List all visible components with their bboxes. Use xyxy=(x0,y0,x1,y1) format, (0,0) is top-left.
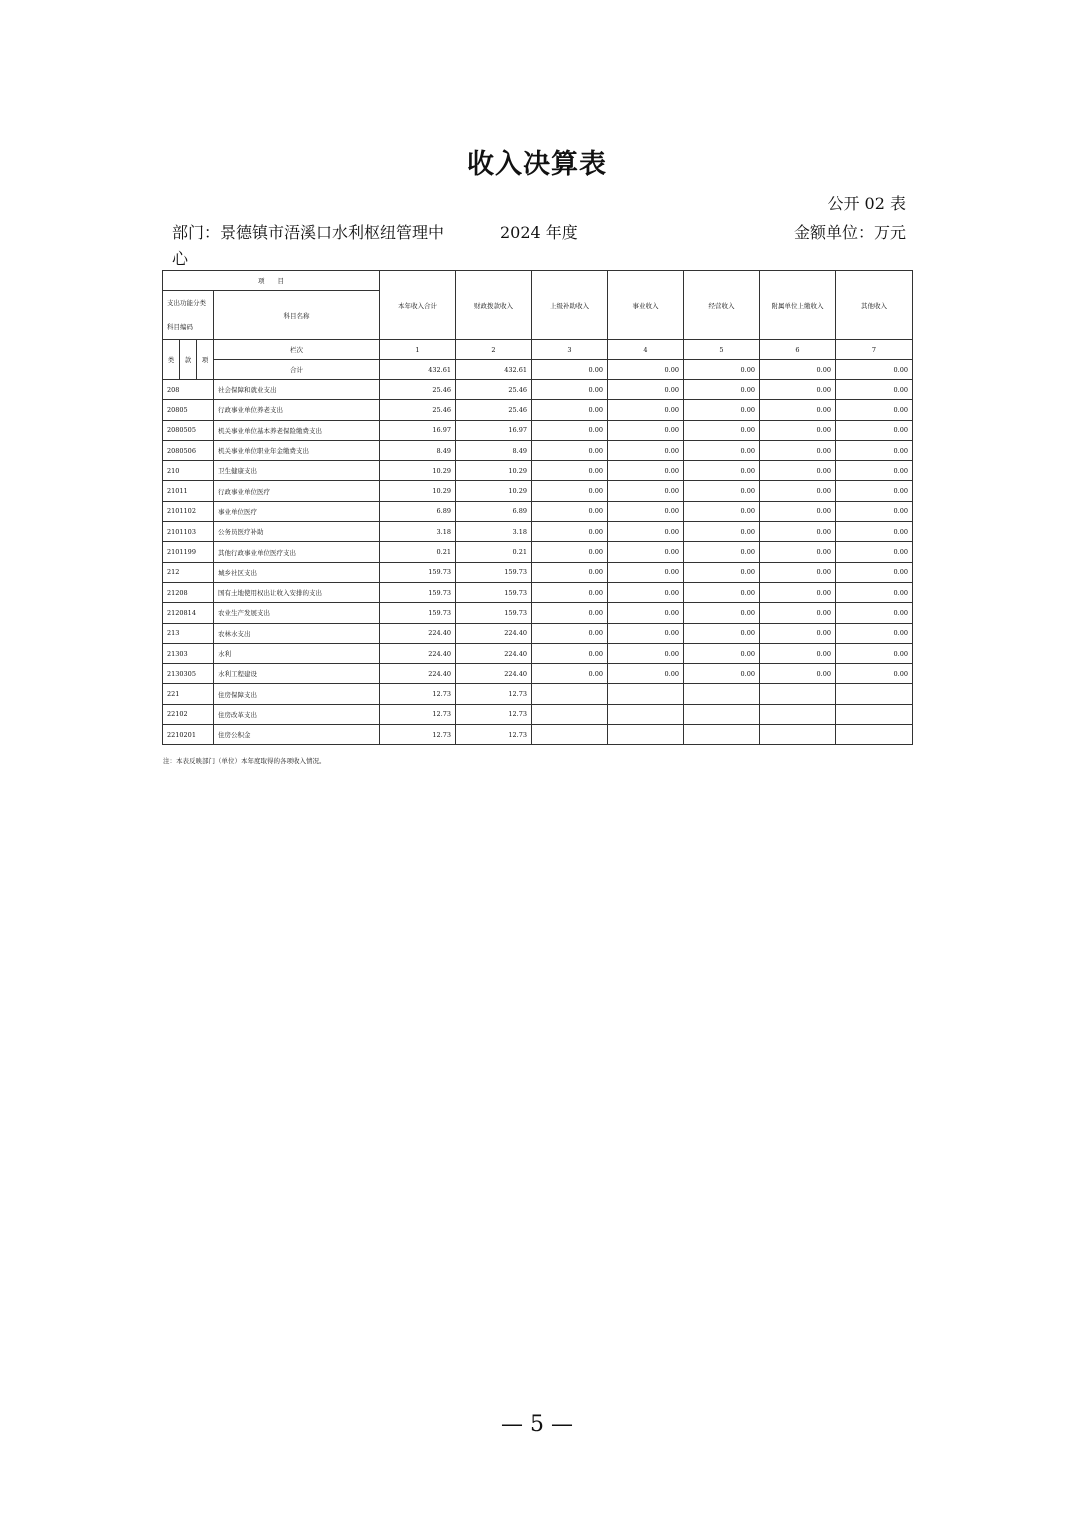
row-code: 21011 xyxy=(163,481,214,501)
row-value: 224.40 xyxy=(456,664,532,684)
row-value: 0.00 xyxy=(760,542,836,562)
row-value: 0.00 xyxy=(532,440,608,460)
row-value: 0.00 xyxy=(760,440,836,460)
row-subject-name: 水利工程建设 xyxy=(214,664,380,684)
page-title: 收入决算表 xyxy=(467,149,607,180)
row-value: 0.00 xyxy=(760,380,836,400)
row-value: 159.73 xyxy=(380,582,456,602)
row-value: 0.00 xyxy=(608,440,684,460)
row-value: 0.21 xyxy=(456,542,532,562)
row-value: 25.46 xyxy=(380,380,456,400)
table-note: 注：本表反映部门（单位）本年度取得的各项收入情况。 xyxy=(163,757,326,765)
col-number: 5 xyxy=(684,340,760,360)
row-value: 0.00 xyxy=(684,440,760,460)
row-code: 212 xyxy=(163,562,214,582)
row-value: 0.00 xyxy=(760,461,836,481)
row-value: 0.00 xyxy=(608,481,684,501)
row-value: 0.00 xyxy=(532,501,608,521)
table-row xyxy=(163,400,913,420)
row-value: 0.00 xyxy=(684,603,760,623)
row-code: 2101199 xyxy=(163,542,214,562)
year-label: 2024 年度 xyxy=(500,223,578,242)
row-value: 0.00 xyxy=(836,522,913,542)
row-value: 0.00 xyxy=(760,501,836,521)
table-row xyxy=(163,380,913,400)
row-value: 0.00 xyxy=(532,582,608,602)
table-row xyxy=(163,623,913,643)
row-value: 0.00 xyxy=(684,420,760,440)
table-row xyxy=(163,684,913,704)
row-value xyxy=(684,725,760,745)
row-value: 0.00 xyxy=(684,522,760,542)
row-subject-name: 卫生健康支出 xyxy=(214,461,380,481)
row-value: 0.00 xyxy=(608,420,684,440)
table-row xyxy=(163,461,913,481)
row-code: 2130305 xyxy=(163,664,214,684)
row-subject-name: 水利 xyxy=(214,643,380,663)
row-value: 0.00 xyxy=(836,542,913,562)
row-subject-name: 农业生产发展支出 xyxy=(214,603,380,623)
row-subject-name: 事业单位医疗 xyxy=(214,501,380,521)
row-value: 159.73 xyxy=(380,562,456,582)
row-value: 0.00 xyxy=(532,400,608,420)
row-value: 224.40 xyxy=(380,643,456,663)
row-value: 0.00 xyxy=(760,522,836,542)
row-value: 0.00 xyxy=(836,380,913,400)
row-value: 0.00 xyxy=(760,623,836,643)
total-label: 合计 xyxy=(214,360,380,380)
row-value: 10.29 xyxy=(456,481,532,501)
total-cell: 0.00 xyxy=(684,360,760,380)
row-subject-name: 社会保障和就业支出 xyxy=(214,380,380,400)
row-value xyxy=(532,704,608,724)
row-value: 159.73 xyxy=(456,603,532,623)
row-value: 0.00 xyxy=(608,603,684,623)
row-value: 0.00 xyxy=(608,380,684,400)
row-value: 0.00 xyxy=(608,643,684,663)
row-value: 0.00 xyxy=(532,420,608,440)
row-value: 25.46 xyxy=(380,400,456,420)
row-subject-name: 城乡社区支出 xyxy=(214,562,380,582)
total-cell: 432.61 xyxy=(456,360,532,380)
row-value: 0.00 xyxy=(836,623,913,643)
row-value: 224.40 xyxy=(380,623,456,643)
column-header: 事业收入 xyxy=(608,271,684,340)
row-value: 0.21 xyxy=(380,542,456,562)
row-subject-name: 行政事业单位医疗 xyxy=(214,481,380,501)
row-value: 0.00 xyxy=(684,501,760,521)
row-code: 2120814 xyxy=(163,603,214,623)
column-header: 附属单位上缴收入 xyxy=(760,271,836,340)
table-code: 公开 02 表 xyxy=(827,194,906,213)
row-value: 12.73 xyxy=(380,704,456,724)
row-value: 0.00 xyxy=(532,542,608,562)
row-value: 16.97 xyxy=(456,420,532,440)
row-code: 2080505 xyxy=(163,420,214,440)
table-row xyxy=(163,725,913,745)
row-value: 0.00 xyxy=(684,380,760,400)
row-value xyxy=(608,704,684,724)
row-value: 12.73 xyxy=(456,704,532,724)
row-value: 0.00 xyxy=(684,582,760,602)
row-value: 0.00 xyxy=(532,481,608,501)
func-class-header: 支出功能分类科目编码 xyxy=(163,291,214,340)
row-value xyxy=(836,725,913,745)
row-value: 3.18 xyxy=(456,522,532,542)
row-value: 12.73 xyxy=(456,684,532,704)
row-value xyxy=(684,684,760,704)
row-value xyxy=(836,704,913,724)
col-number: 2 xyxy=(456,340,532,360)
row-subject-name: 机关事业单位基本养老保险缴费支出 xyxy=(214,420,380,440)
row-value: 0.00 xyxy=(608,461,684,481)
row-code: 210 xyxy=(163,461,214,481)
lei-header: 类 xyxy=(163,340,180,380)
row-value: 0.00 xyxy=(608,562,684,582)
row-subject-name: 国有土地使用权出让收入安排的支出 xyxy=(214,582,380,602)
row-subject-name: 住房保障支出 xyxy=(214,684,380,704)
table-row xyxy=(163,420,913,440)
row-value: 0.00 xyxy=(608,582,684,602)
row-code: 213 xyxy=(163,623,214,643)
department-label: 部门：景德镇市浯溪口水利枢纽管理中心 xyxy=(172,223,445,268)
row-code: 2101103 xyxy=(163,522,214,542)
row-value: 10.29 xyxy=(380,461,456,481)
row-value xyxy=(608,684,684,704)
table-row xyxy=(163,501,913,521)
column-header: 本年收入合计 xyxy=(380,271,456,340)
row-value: 0.00 xyxy=(760,664,836,684)
row-value: 0.00 xyxy=(760,420,836,440)
row-value: 224.40 xyxy=(456,623,532,643)
row-value: 0.00 xyxy=(532,643,608,663)
row-value: 0.00 xyxy=(836,400,913,420)
row-code: 21303 xyxy=(163,643,214,663)
table-row xyxy=(163,562,913,582)
table-row xyxy=(163,542,913,562)
row-value: 159.73 xyxy=(456,562,532,582)
row-value: 0.00 xyxy=(532,380,608,400)
row-value xyxy=(760,704,836,724)
table-row xyxy=(163,603,913,623)
total-cell: 0.00 xyxy=(836,360,913,380)
row-value: 0.00 xyxy=(836,440,913,460)
row-value: 8.49 xyxy=(380,440,456,460)
table-row xyxy=(163,522,913,542)
row-value: 0.00 xyxy=(684,623,760,643)
row-value: 10.29 xyxy=(380,481,456,501)
row-value: 12.73 xyxy=(456,725,532,745)
row-value: 0.00 xyxy=(836,562,913,582)
xiang-header: 项 xyxy=(197,340,214,380)
table-row xyxy=(163,440,913,460)
row-value: 12.73 xyxy=(380,684,456,704)
row-value: 6.89 xyxy=(456,501,532,521)
row-value: 12.73 xyxy=(380,725,456,745)
row-value: 0.00 xyxy=(836,582,913,602)
row-value: 0.00 xyxy=(608,623,684,643)
row-value: 0.00 xyxy=(760,562,836,582)
row-value: 0.00 xyxy=(836,420,913,440)
row-value: 0.00 xyxy=(684,643,760,663)
kuan-header: 款 xyxy=(180,340,197,380)
row-value: 0.00 xyxy=(760,582,836,602)
row-value: 0.00 xyxy=(836,664,913,684)
row-value xyxy=(532,684,608,704)
row-value: 0.00 xyxy=(532,623,608,643)
row-value: 0.00 xyxy=(684,400,760,420)
row-value xyxy=(532,725,608,745)
row-subject-name: 住房改革支出 xyxy=(214,704,380,724)
column-header: 其他收入 xyxy=(836,271,913,340)
row-value: 8.49 xyxy=(456,440,532,460)
row-subject-name: 其他行政事业单位医疗支出 xyxy=(214,542,380,562)
row-value: 224.40 xyxy=(380,664,456,684)
row-subject-name: 机关事业单位职业年金缴费支出 xyxy=(214,440,380,460)
row-value: 0.00 xyxy=(836,643,913,663)
col-number: 4 xyxy=(608,340,684,360)
row-subject-name: 行政事业单位养老支出 xyxy=(214,400,380,420)
row-value: 6.89 xyxy=(380,501,456,521)
row-code: 221 xyxy=(163,684,214,704)
row-value xyxy=(760,725,836,745)
row-value: 0.00 xyxy=(684,664,760,684)
row-code: 20805 xyxy=(163,400,214,420)
row-code: 2101102 xyxy=(163,501,214,521)
table-row xyxy=(163,582,913,602)
row-value: 0.00 xyxy=(532,522,608,542)
row-value: 0.00 xyxy=(684,481,760,501)
table-row xyxy=(163,704,913,724)
row-value: 25.46 xyxy=(456,380,532,400)
subject-name-header: 科目名称 xyxy=(214,291,380,340)
row-value: 159.73 xyxy=(456,582,532,602)
row-value: 0.00 xyxy=(532,603,608,623)
row-subject-name: 公务员医疗补助 xyxy=(214,522,380,542)
table-row xyxy=(163,664,913,684)
row-code: 2080506 xyxy=(163,440,214,460)
row-value: 0.00 xyxy=(532,562,608,582)
row-value: 10.29 xyxy=(456,461,532,481)
row-value: 224.40 xyxy=(456,643,532,663)
total-cell: 0.00 xyxy=(608,360,684,380)
row-value: 25.46 xyxy=(456,400,532,420)
row-value: 0.00 xyxy=(760,643,836,663)
row-value: 0.00 xyxy=(836,603,913,623)
row-value: 159.73 xyxy=(380,603,456,623)
row-value: 0.00 xyxy=(608,501,684,521)
row-value: 16.97 xyxy=(380,420,456,440)
row-value: 0.00 xyxy=(836,501,913,521)
column-header: 财政拨款收入 xyxy=(456,271,532,340)
total-cell: 0.00 xyxy=(532,360,608,380)
total-cell: 432.61 xyxy=(380,360,456,380)
row-value: 0.00 xyxy=(532,664,608,684)
row-code: 208 xyxy=(163,380,214,400)
unit-label: 金额单位：万元 xyxy=(793,223,906,242)
row-value: 0.00 xyxy=(684,562,760,582)
row-code: 22102 xyxy=(163,704,214,724)
row-value xyxy=(684,704,760,724)
row-value: 0.00 xyxy=(608,522,684,542)
row-code: 2210201 xyxy=(163,725,214,745)
row-value: 0.00 xyxy=(760,481,836,501)
project-header: 项 目 xyxy=(163,271,380,291)
column-header: 经营收入 xyxy=(684,271,760,340)
row-value: 0.00 xyxy=(684,542,760,562)
row-value: 0.00 xyxy=(532,461,608,481)
col-number: 7 xyxy=(836,340,913,360)
row-value: 3.18 xyxy=(380,522,456,542)
col-number: 1 xyxy=(380,340,456,360)
col-number: 3 xyxy=(532,340,608,360)
row-subject-name: 住房公积金 xyxy=(214,725,380,745)
row-value: 0.00 xyxy=(760,603,836,623)
row-value xyxy=(836,684,913,704)
page-number: — 5 — xyxy=(501,1412,573,1437)
table-row xyxy=(163,481,913,501)
col-number: 6 xyxy=(760,340,836,360)
row-value: 0.00 xyxy=(684,461,760,481)
row-code: 21208 xyxy=(163,582,214,602)
row-value: 0.00 xyxy=(608,400,684,420)
total-cell: 0.00 xyxy=(760,360,836,380)
row-value: 0.00 xyxy=(760,400,836,420)
row-value xyxy=(608,725,684,745)
row-value: 0.00 xyxy=(608,542,684,562)
lanci-header: 栏次 xyxy=(214,340,380,360)
row-value: 0.00 xyxy=(836,481,913,501)
row-value: 0.00 xyxy=(608,664,684,684)
row-subject-name: 农林水支出 xyxy=(214,623,380,643)
row-value xyxy=(760,684,836,704)
table-row xyxy=(163,643,913,663)
income-table xyxy=(162,270,913,745)
row-value: 0.00 xyxy=(836,461,913,481)
column-header: 上级补助收入 xyxy=(532,271,608,340)
